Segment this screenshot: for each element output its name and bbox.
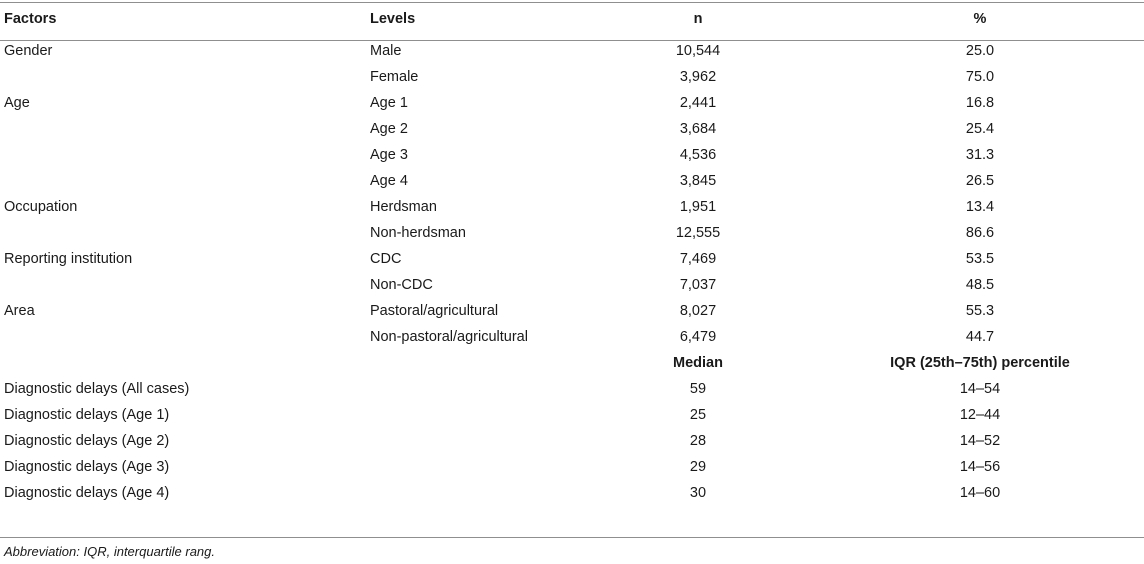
table-row — [0, 90, 1144, 116]
cell-value: 2,441 — [679, 95, 717, 111]
cell-value: 14–54 — [959, 381, 1001, 397]
table-footnote: Abbreviation: IQR, interquartile rang. — [4, 544, 215, 559]
cell-value: 25.0 — [965, 43, 995, 59]
table-row — [0, 402, 1144, 428]
cell-value: 28 — [689, 433, 707, 449]
cell-value: 25.4 — [965, 121, 995, 137]
cell-value: 53.5 — [965, 251, 995, 267]
cell-level: Non-pastoral/agricultural — [370, 329, 528, 345]
cell-value: 86.6 — [965, 225, 995, 241]
cell-level — [366, 376, 580, 402]
cell-value: 6,479 — [679, 329, 717, 345]
cell-value: 16.8 — [965, 95, 995, 111]
cell-factor: Gender — [4, 43, 53, 59]
cell-value: IQR (25th–75th) percentile — [890, 355, 1070, 371]
cell-factor: Diagnostic delays (Age 1) — [4, 407, 170, 423]
table-row — [0, 480, 1144, 506]
cell-level — [366, 454, 580, 480]
cell-value: 7,037 — [679, 277, 717, 293]
cell-factor — [0, 142, 366, 168]
table-subheader-row — [0, 350, 1144, 376]
cell-level: Non-herdsman — [370, 225, 466, 241]
cell-value: 3,684 — [679, 121, 717, 137]
table-row — [0, 116, 1144, 142]
table-row — [0, 194, 1144, 220]
cell-factor: Diagnostic delays (Age 2) — [4, 433, 170, 449]
cell-value: 1,951 — [679, 199, 717, 215]
cell-level — [366, 350, 580, 376]
cell-value: 30 — [689, 485, 707, 501]
cell-factor — [0, 64, 366, 90]
header-levels: Levels — [370, 11, 416, 27]
header-factors: Factors — [4, 11, 57, 27]
cell-factor — [0, 116, 366, 142]
table-bottom-rule — [0, 537, 1144, 538]
cell-factor — [0, 220, 366, 246]
table-row — [0, 142, 1144, 168]
cell-value: 10,544 — [675, 43, 721, 59]
cell-value: 31.3 — [965, 147, 995, 163]
cell-value: 29 — [689, 459, 707, 475]
table-header-row — [0, 0, 1144, 38]
table-row — [0, 38, 1144, 64]
cell-factor: Occupation — [4, 199, 78, 215]
table-body — [0, 38, 1144, 506]
cell-value: 8,027 — [679, 303, 717, 319]
cell-value: 13.4 — [965, 199, 995, 215]
cell-level: Herdsman — [370, 199, 437, 215]
cell-factor — [0, 272, 366, 298]
table-row — [0, 376, 1144, 402]
cell-level — [366, 480, 580, 506]
cell-value: 44.7 — [965, 329, 995, 345]
cell-value: 14–60 — [959, 485, 1001, 501]
cell-value: 14–52 — [959, 433, 1001, 449]
table-row — [0, 454, 1144, 480]
cell-level: CDC — [370, 251, 402, 267]
cell-factor — [0, 324, 366, 350]
cell-value: 7,469 — [679, 251, 717, 267]
cell-level: Non-CDC — [370, 277, 433, 293]
cell-value: 55.3 — [965, 303, 995, 319]
cell-level: Female — [370, 69, 419, 85]
table-row — [0, 220, 1144, 246]
cell-value: 4,536 — [679, 147, 717, 163]
cell-value: 3,962 — [679, 69, 717, 85]
cell-factor: Diagnostic delays (All cases) — [4, 381, 190, 397]
cell-value: 75.0 — [965, 69, 995, 85]
cell-value: 25 — [689, 407, 707, 423]
cell-level: Age 3 — [370, 147, 408, 163]
cell-level: Age 4 — [370, 173, 408, 189]
header-percent: % — [973, 11, 987, 27]
cell-value: 12–44 — [959, 407, 1001, 423]
cell-value: 14–56 — [959, 459, 1001, 475]
cell-value: 59 — [689, 381, 707, 397]
cell-value: 12,555 — [675, 225, 721, 241]
cell-factor: Reporting institution — [4, 251, 133, 267]
cell-value: Median — [673, 355, 723, 371]
cell-factor: Area — [4, 303, 35, 319]
cell-value: 26.5 — [965, 173, 995, 189]
cell-level — [366, 428, 580, 454]
table-row — [0, 298, 1144, 324]
table-row — [0, 168, 1144, 194]
cell-factor: Diagnostic delays (Age 3) — [4, 459, 170, 475]
cell-factor — [0, 168, 366, 194]
table-row — [0, 272, 1144, 298]
table-row — [0, 324, 1144, 350]
cell-value: 48.5 — [965, 277, 995, 293]
cell-level: Age 1 — [370, 95, 408, 111]
cell-level: Male — [370, 43, 402, 59]
cell-level — [366, 402, 580, 428]
cell-level: Pastoral/agricultural — [370, 303, 499, 319]
cell-factor — [0, 350, 366, 376]
header-n: n — [693, 11, 703, 27]
table-row — [0, 64, 1144, 90]
cell-factor: Age — [4, 95, 30, 111]
cell-value: 3,845 — [679, 173, 717, 189]
table-row — [0, 428, 1144, 454]
cell-factor: Diagnostic delays (Age 4) — [4, 485, 170, 501]
cell-level: Age 2 — [370, 121, 408, 137]
table-row — [0, 246, 1144, 272]
